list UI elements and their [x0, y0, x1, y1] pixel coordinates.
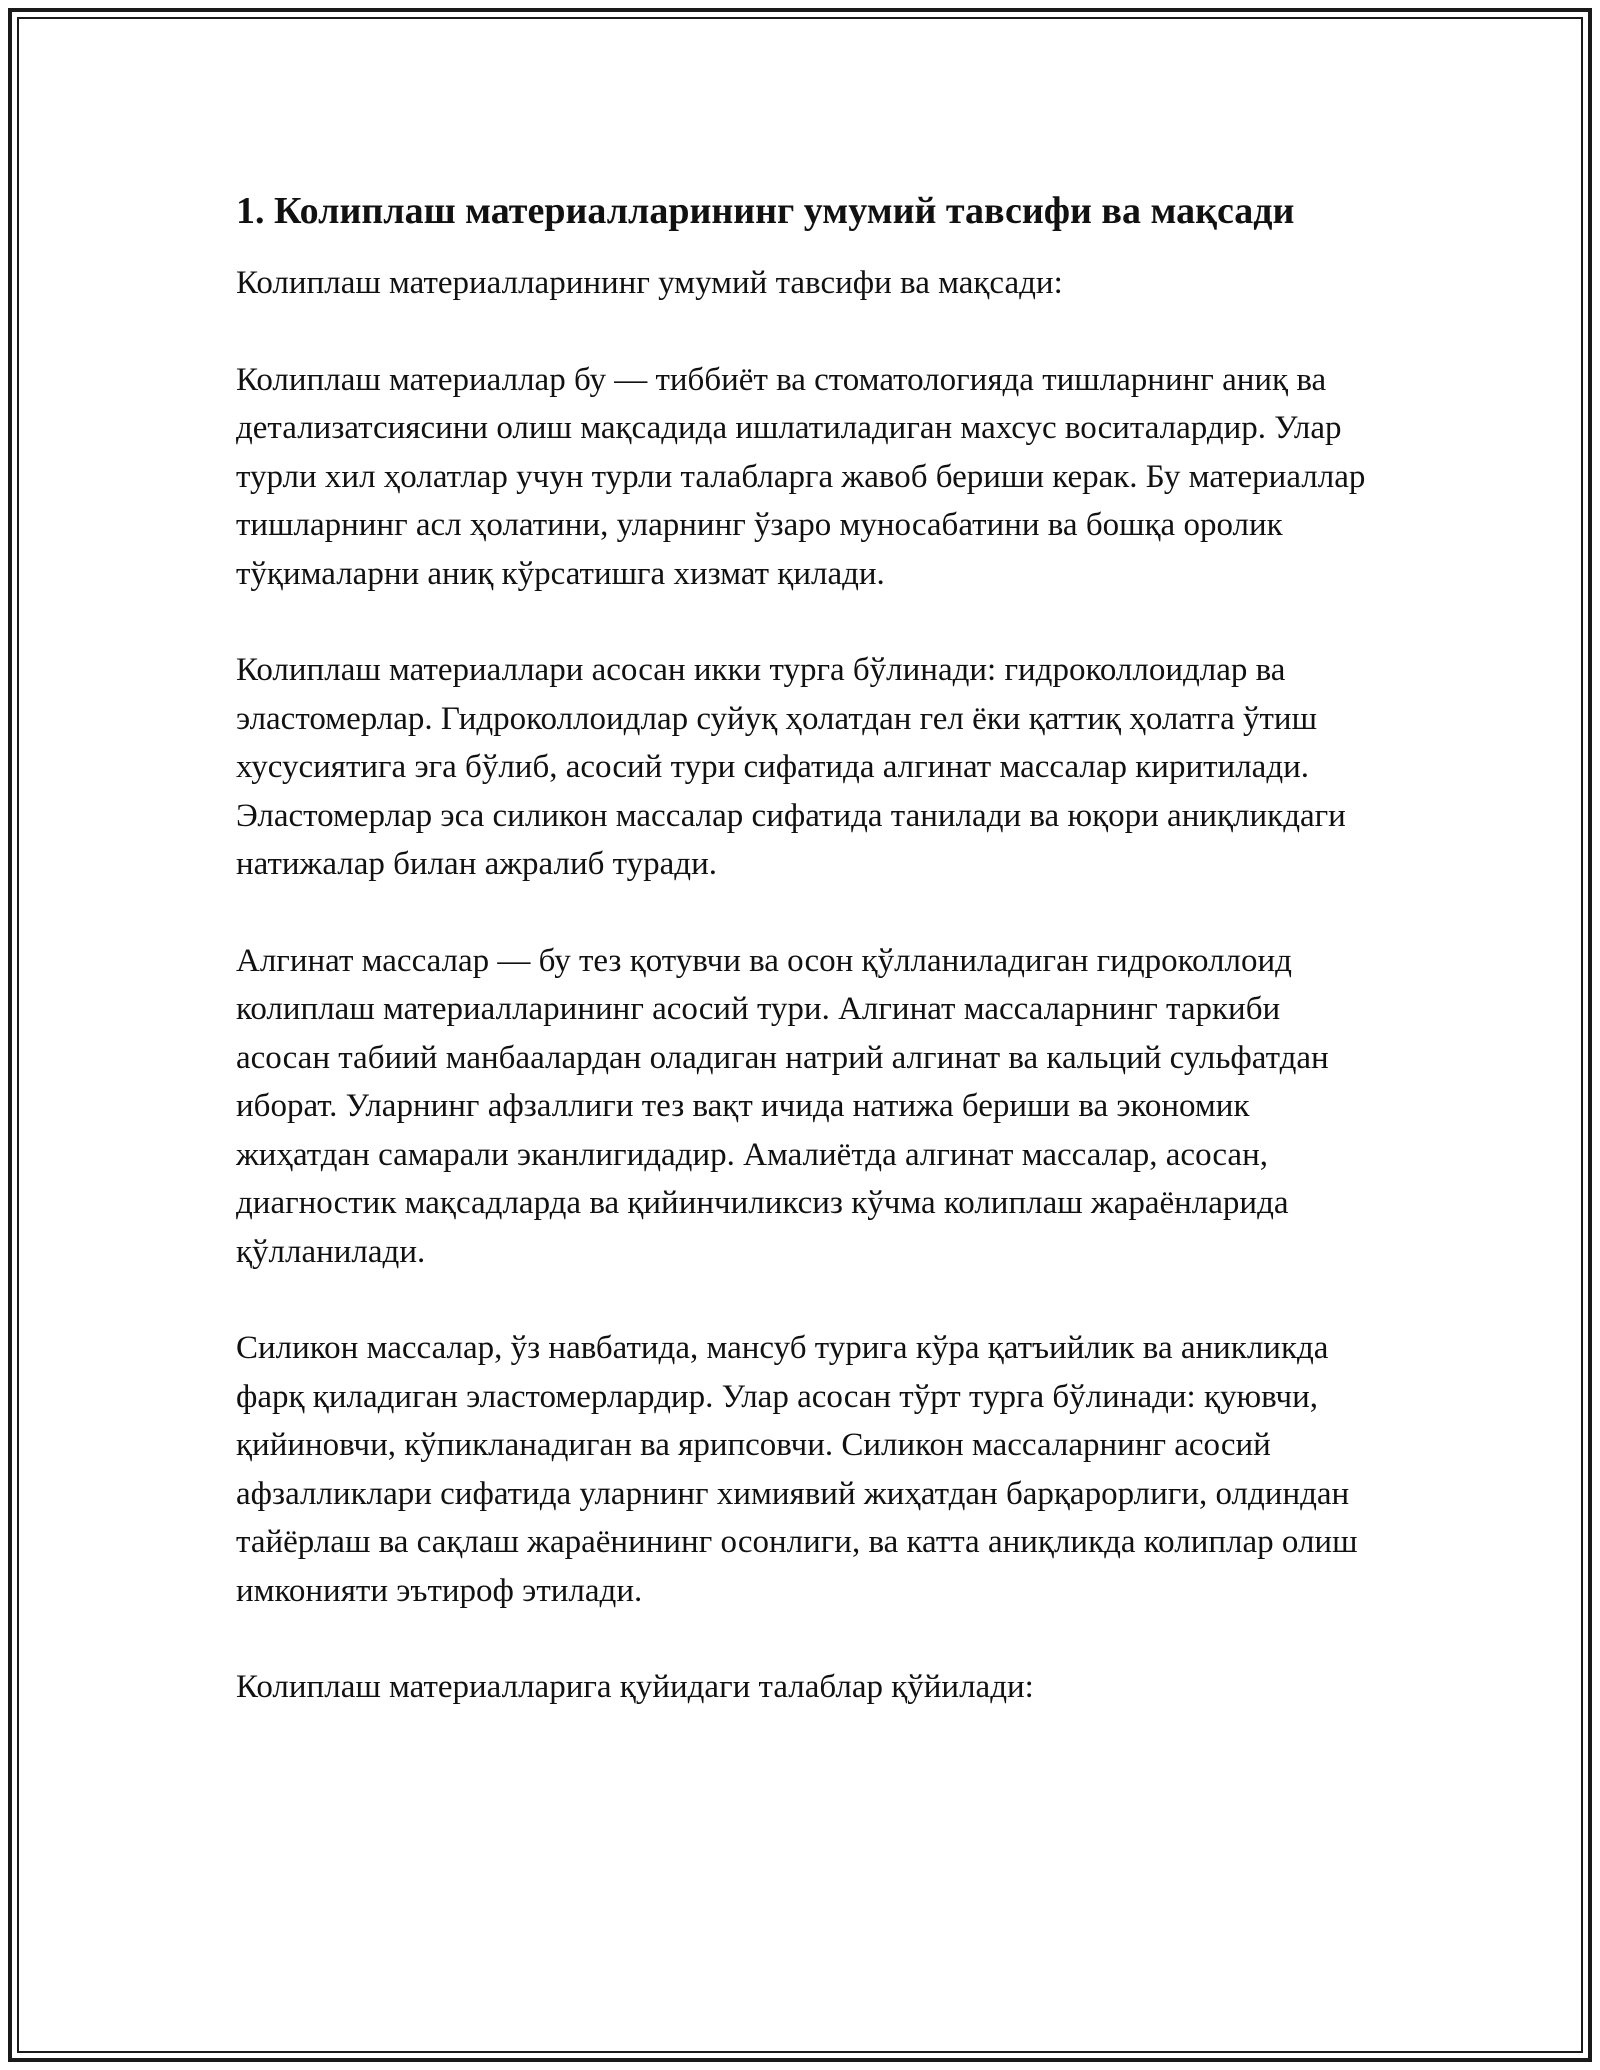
requirements-paragraph: Колиплаш материалларига қуйидаги талаблар қўйилади: [236, 1669, 1034, 1705]
definition-paragraph: Колиплаш материаллар бу — тиббиёт ва стоматологияда тишларнинг аниқ ва детализатсиясини олиш мақсадида ишлатиладиган махсус воситалардир. Улар турли хил ҳолатлар учун турли талабларга жавоб бериши керак. Бу материаллар тишларнинг асл ҳолатини, уларнинг ўзаро муносабатини ва бошқа оролик тўқималарни аниқ кўрсатишга хизмат қилади. [236, 361, 1366, 592]
types-paragraph: Колиплаш материаллари асосан икки турга бўлинади: гидроколлоидлар ва эластомерлар. Гидроколлоидлар суйуқ ҳолатдан гел ёки қаттиқ ҳолатга ўтиш хусусиятига эга бўлиб, асосий тури сифатида алгинат массалар киритилади. Эластомерлар эса силикон массалар сифатида танилади ва юқори аниқликдаги натижалар билан ажралиб туради. [236, 652, 1346, 882]
document-body [236, 184, 1376, 1760]
alginate-paragraph: Алгинат массалар — бу тез қотувчи ва осон қўлланиладиган гидроколлоид колиплаш материалларининг асосий тури. Алгинат массаларнинг таркиби асосан табиий манбаалардан оладиган натрий алгинат ва кальций сульфатдан иборат. Уларнинг афзаллиги тез вақт ичида натижа бериши ва экономик жиҳатдан самарали эканлигидадир. Амалиётда алгинат массалар, асосан, диагностик мақсадларда ва қийинчиликсиз кўчма колиплаш жараёнларида қўлланилади. [236, 942, 1329, 1270]
silicone-paragraph: Силикон массалар, ўз навбатида, мансуб турига кўра қатъийлик ва аникликда фарқ қиладиган эластомерлардир. Улар асосан тўрт турга бўлинади: қуювчи, қийиновчи, кўпикланадиган ва ярипсовчи. Силикон массаларнинг асосий афзалликлари сифатида уларнинг химиявий жиҳатдан барқарорлиги, олдиндан тайёрлаш ва сақлаш жараёнининг осонлиги, ва катта аниқликда колиплар олиш имконияти эътироф этилади. [236, 1330, 1358, 1609]
intro-paragraph: Колиплаш материалларининг умумий тавсифи ва мақсади: [236, 265, 1063, 301]
section-heading: 1. Колиплаш материалларининг умумий тавсифи ва мақсади [236, 190, 1295, 232]
